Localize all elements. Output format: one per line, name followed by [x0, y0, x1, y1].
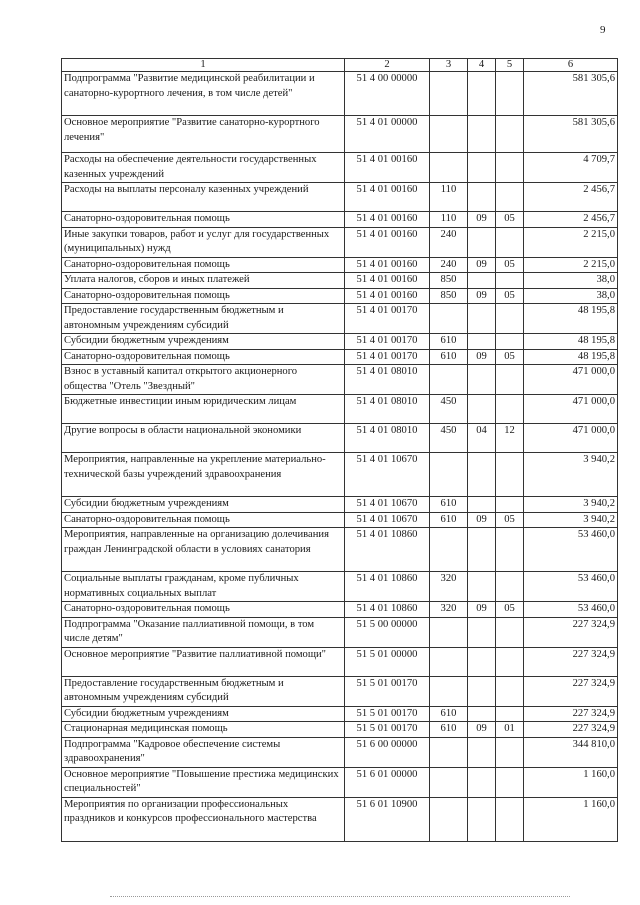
- cell-expense-type: [430, 528, 468, 572]
- table-body: [62, 72, 618, 842]
- cell-section: [468, 304, 496, 334]
- cell-section: [468, 227, 496, 257]
- cell-code: 51 4 00 00000: [345, 72, 430, 116]
- cell-name: Уплата налогов, сборов и иных платежей: [62, 273, 345, 289]
- cell-code: 51 4 01 10670: [345, 497, 430, 513]
- table-row: [62, 227, 618, 257]
- cell-subsection: [496, 453, 524, 497]
- cell-amount: 2 215,0: [524, 227, 618, 257]
- header-cell-5: 5: [496, 59, 524, 72]
- table-row: [62, 737, 618, 767]
- cell-name: Основное мероприятие "Повышение престижа медицинских специальностей": [62, 767, 345, 797]
- cell-section: [468, 116, 496, 153]
- cell-code: 51 4 01 10860: [345, 528, 430, 572]
- table-row: [62, 153, 618, 183]
- cell-subsection: [496, 395, 524, 424]
- cell-name: Бюджетные инвестиции иным юридическим лицам: [62, 395, 345, 424]
- cell-amount: 38,0: [524, 273, 618, 289]
- cell-section: [468, 183, 496, 212]
- header-cell-2: 2: [345, 59, 430, 72]
- cell-expense-type: 610: [430, 334, 468, 350]
- cell-section: 09: [468, 349, 496, 365]
- cell-amount: 2 215,0: [524, 257, 618, 273]
- table-row: [62, 424, 618, 453]
- cell-subsection: 01: [496, 722, 524, 738]
- cell-amount: 3 940,2: [524, 512, 618, 528]
- cell-code: 51 4 01 00170: [345, 304, 430, 334]
- cell-section: [468, 572, 496, 602]
- cell-section: [468, 737, 496, 767]
- cell-section: [468, 273, 496, 289]
- cell-name: Субсидии бюджетным учреждениям: [62, 334, 345, 350]
- cell-expense-type: 850: [430, 288, 468, 304]
- table-row: [62, 72, 618, 116]
- table-row: [62, 304, 618, 334]
- cell-amount: 581 305,6: [524, 116, 618, 153]
- cell-name: Основное мероприятие "Развитие санаторно-курортного лечения": [62, 116, 345, 153]
- table-row: [62, 288, 618, 304]
- cell-subsection: 05: [496, 212, 524, 228]
- cell-expense-type: 110: [430, 183, 468, 212]
- table-row: [62, 116, 618, 153]
- cell-name: Субсидии бюджетным учреждениям: [62, 706, 345, 722]
- cell-amount: 48 195,8: [524, 304, 618, 334]
- cell-subsection: [496, 647, 524, 676]
- cell-amount: 227 324,9: [524, 706, 618, 722]
- cell-expense-type: 320: [430, 602, 468, 618]
- cell-subsection: [496, 183, 524, 212]
- cell-subsection: [496, 72, 524, 116]
- cell-code: 51 5 01 00170: [345, 706, 430, 722]
- cell-code: 51 4 01 00160: [345, 288, 430, 304]
- cell-subsection: [496, 116, 524, 153]
- cell-code: 51 4 01 10860: [345, 572, 430, 602]
- cell-name: Мероприятия, направленные на организацию долечивания граждан Ленинградской области в условиях санатория: [62, 528, 345, 572]
- table-row: [62, 512, 618, 528]
- cell-subsection: [496, 227, 524, 257]
- cell-subsection: [496, 767, 524, 797]
- cell-code: 51 6 01 00000: [345, 767, 430, 797]
- cell-amount: 344 810,0: [524, 737, 618, 767]
- cell-section: [468, 617, 496, 647]
- cell-section: [468, 395, 496, 424]
- table-row: [62, 602, 618, 618]
- cell-expense-type: [430, 797, 468, 841]
- cell-subsection: [496, 528, 524, 572]
- cell-section: [468, 453, 496, 497]
- cell-expense-type: 850: [430, 273, 468, 289]
- cell-section: [468, 647, 496, 676]
- cell-code: 51 4 01 00160: [345, 257, 430, 273]
- cell-subsection: 05: [496, 602, 524, 618]
- cell-code: 51 4 01 10860: [345, 602, 430, 618]
- cell-amount: 48 195,8: [524, 349, 618, 365]
- cell-code: 51 4 01 00160: [345, 183, 430, 212]
- cell-subsection: [496, 617, 524, 647]
- cell-code: 51 5 01 00170: [345, 722, 430, 738]
- table-row: [62, 767, 618, 797]
- cell-expense-type: 240: [430, 227, 468, 257]
- cell-name: Иные закупки товаров, работ и услуг для государственных (муниципальных) нужд: [62, 227, 345, 257]
- cell-section: 09: [468, 722, 496, 738]
- cell-subsection: 05: [496, 257, 524, 273]
- table-row: [62, 706, 618, 722]
- cell-section: 09: [468, 212, 496, 228]
- cell-section: [468, 153, 496, 183]
- cell-expense-type: 610: [430, 722, 468, 738]
- cell-amount: 53 460,0: [524, 572, 618, 602]
- cell-expense-type: 450: [430, 424, 468, 453]
- cell-expense-type: [430, 617, 468, 647]
- cell-amount: 3 940,2: [524, 497, 618, 513]
- cell-amount: 2 456,7: [524, 183, 618, 212]
- cell-subsection: [496, 676, 524, 706]
- cell-name: Расходы на выплаты персоналу казенных учреждений: [62, 183, 345, 212]
- cell-section: [468, 334, 496, 350]
- cell-section: [468, 767, 496, 797]
- table-row: [62, 183, 618, 212]
- header-cell-3: 3: [430, 59, 468, 72]
- cell-name: Санаторно-оздоровительная помощь: [62, 288, 345, 304]
- cell-subsection: [496, 797, 524, 841]
- table-row: [62, 497, 618, 513]
- cell-section: [468, 528, 496, 572]
- cell-subsection: [496, 572, 524, 602]
- cell-expense-type: 320: [430, 572, 468, 602]
- cell-amount: 53 460,0: [524, 602, 618, 618]
- cell-expense-type: [430, 676, 468, 706]
- cell-amount: 471 000,0: [524, 424, 618, 453]
- cell-subsection: [496, 304, 524, 334]
- cell-expense-type: [430, 153, 468, 183]
- cell-subsection: [496, 497, 524, 513]
- cell-amount: 581 305,6: [524, 72, 618, 116]
- cell-subsection: [496, 153, 524, 183]
- cell-code: 51 4 01 00160: [345, 153, 430, 183]
- cell-code: 51 4 01 00160: [345, 212, 430, 228]
- cell-subsection: [496, 737, 524, 767]
- cell-section: 09: [468, 288, 496, 304]
- cell-amount: 227 324,9: [524, 676, 618, 706]
- budget-table: [61, 58, 618, 842]
- cell-name: Санаторно-оздоровительная помощь: [62, 602, 345, 618]
- cell-name: Санаторно-оздоровительная помощь: [62, 512, 345, 528]
- cell-name: Социальные выплаты гражданам, кроме публичных нормативных социальных выплат: [62, 572, 345, 602]
- cell-name: Мероприятия по организации профессиональных праздников и конкурсов профессионального мастерства: [62, 797, 345, 841]
- cell-name: Взнос в уставный капитал открытого акционерного общества "Отель "Звездный": [62, 365, 345, 395]
- cell-section: [468, 72, 496, 116]
- cell-name: Предоставление государственным бюджетным и автономным учреждениям субсидий: [62, 304, 345, 334]
- cell-amount: 471 000,0: [524, 395, 618, 424]
- cell-subsection: 05: [496, 349, 524, 365]
- cell-expense-type: 110: [430, 212, 468, 228]
- cell-name: Подпрограмма "Кадровое обеспечение системы здравоохранения": [62, 737, 345, 767]
- cell-name: Расходы на обеспечение деятельности государственных казенных учреждений: [62, 153, 345, 183]
- cell-amount: 2 456,7: [524, 212, 618, 228]
- table-row: [62, 257, 618, 273]
- cell-code: 51 5 01 00170: [345, 676, 430, 706]
- table-row: [62, 349, 618, 365]
- table-row: [62, 334, 618, 350]
- cell-expense-type: 610: [430, 512, 468, 528]
- cell-code: 51 4 01 10670: [345, 453, 430, 497]
- cell-expense-type: 610: [430, 497, 468, 513]
- cell-name: Стационарная медицинская помощь: [62, 722, 345, 738]
- cell-amount: 227 324,9: [524, 722, 618, 738]
- table-row: [62, 722, 618, 738]
- cell-expense-type: [430, 72, 468, 116]
- cell-section: [468, 706, 496, 722]
- cell-expense-type: [430, 767, 468, 797]
- page-number: 9: [600, 24, 606, 36]
- cell-section: [468, 365, 496, 395]
- table-row: [62, 395, 618, 424]
- cell-section: 09: [468, 602, 496, 618]
- cell-amount: 3 940,2: [524, 453, 618, 497]
- cell-name: Предоставление государственным бюджетным и автономным учреждениям субсидий: [62, 676, 345, 706]
- cell-expense-type: 240: [430, 257, 468, 273]
- cell-expense-type: 610: [430, 706, 468, 722]
- cell-section: [468, 797, 496, 841]
- cell-section: [468, 676, 496, 706]
- header-cell-1: 1: [62, 59, 345, 72]
- table-row: [62, 797, 618, 841]
- cell-code: 51 4 01 00000: [345, 116, 430, 153]
- cell-expense-type: [430, 737, 468, 767]
- cell-code: 51 6 01 10900: [345, 797, 430, 841]
- table-row: [62, 212, 618, 228]
- header-cell-4: 4: [468, 59, 496, 72]
- cell-name: Другие вопросы в области национальной экономики: [62, 424, 345, 453]
- table-row: [62, 453, 618, 497]
- cell-amount: 38,0: [524, 288, 618, 304]
- cell-expense-type: [430, 365, 468, 395]
- table-row: [62, 365, 618, 395]
- cell-expense-type: [430, 304, 468, 334]
- cell-amount: 4 709,7: [524, 153, 618, 183]
- cell-code: 51 4 01 08010: [345, 395, 430, 424]
- cell-subsection: [496, 273, 524, 289]
- cell-subsection: 05: [496, 288, 524, 304]
- cell-expense-type: [430, 116, 468, 153]
- cell-subsection: [496, 365, 524, 395]
- cell-code: 51 4 01 08010: [345, 365, 430, 395]
- cell-amount: 471 000,0: [524, 365, 618, 395]
- scan-footer-line: [110, 896, 570, 897]
- table-row: [62, 647, 618, 676]
- cell-code: 51 5 01 00000: [345, 647, 430, 676]
- cell-code: 51 4 01 08010: [345, 424, 430, 453]
- table-row: [62, 273, 618, 289]
- cell-subsection: [496, 706, 524, 722]
- cell-name: Основное мероприятие "Развитие паллиативной помощи": [62, 647, 345, 676]
- cell-name: Санаторно-оздоровительная помощь: [62, 349, 345, 365]
- cell-amount: 227 324,9: [524, 617, 618, 647]
- cell-amount: 1 160,0: [524, 797, 618, 841]
- cell-code: 51 5 00 00000: [345, 617, 430, 647]
- cell-name: Санаторно-оздоровительная помощь: [62, 212, 345, 228]
- cell-code: 51 4 01 00160: [345, 227, 430, 257]
- cell-subsection: 12: [496, 424, 524, 453]
- cell-section: [468, 497, 496, 513]
- cell-code: 51 4 01 00170: [345, 349, 430, 365]
- cell-expense-type: [430, 647, 468, 676]
- cell-subsection: 05: [496, 512, 524, 528]
- cell-expense-type: 610: [430, 349, 468, 365]
- table-row: [62, 572, 618, 602]
- cell-code: 51 4 01 10670: [345, 512, 430, 528]
- table-row: [62, 676, 618, 706]
- cell-code: 51 6 00 00000: [345, 737, 430, 767]
- table-row: [62, 528, 618, 572]
- cell-section: 09: [468, 257, 496, 273]
- cell-name: Подпрограмма "Оказание паллиативной помощи, в том числе детям": [62, 617, 345, 647]
- cell-amount: 53 460,0: [524, 528, 618, 572]
- cell-name: Мероприятия, направленные на укрепление материально-технической базы учреждений здравоохранения: [62, 453, 345, 497]
- header-cell-6: 6: [524, 59, 618, 72]
- cell-code: 51 4 01 00170: [345, 334, 430, 350]
- cell-amount: 1 160,0: [524, 767, 618, 797]
- cell-code: 51 4 01 00160: [345, 273, 430, 289]
- cell-expense-type: [430, 453, 468, 497]
- cell-expense-type: 450: [430, 395, 468, 424]
- header-row: [62, 59, 618, 72]
- cell-section: 09: [468, 512, 496, 528]
- table-row: [62, 617, 618, 647]
- cell-name: Субсидии бюджетным учреждениям: [62, 497, 345, 513]
- cell-name: Санаторно-оздоровительная помощь: [62, 257, 345, 273]
- cell-amount: 227 324,9: [524, 647, 618, 676]
- cell-name: Подпрограмма "Развитие медицинской реабилитации и санаторно-курортного лечения, в том числе детей": [62, 72, 345, 116]
- cell-amount: 48 195,8: [524, 334, 618, 350]
- cell-section: 04: [468, 424, 496, 453]
- cell-subsection: [496, 334, 524, 350]
